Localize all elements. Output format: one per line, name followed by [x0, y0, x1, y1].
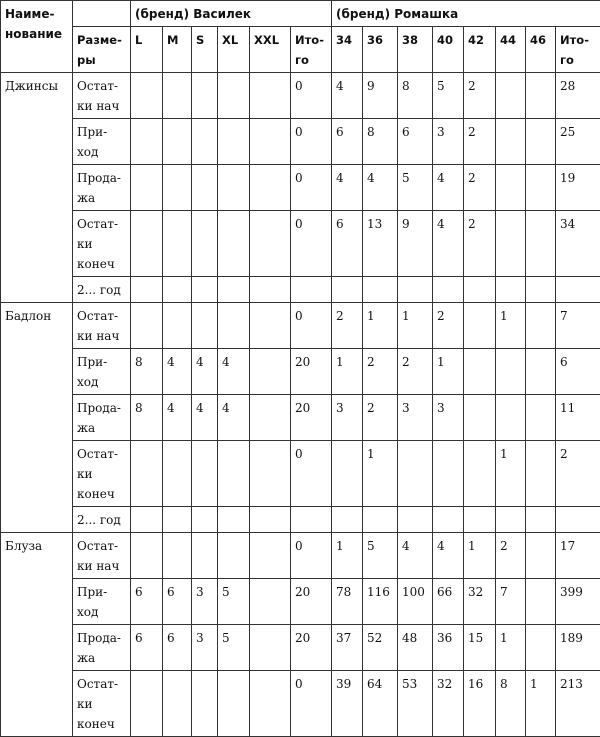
empty-cell — [526, 277, 556, 303]
total-cell: 20 — [291, 579, 332, 625]
total-cell: 0 — [291, 303, 332, 349]
header-row-brands — [1, 1, 600, 27]
quantity-cell — [192, 671, 218, 737]
quantity-cell: 39 — [332, 671, 363, 737]
quantity-cell — [250, 625, 291, 671]
table-row — [1, 533, 600, 579]
quantity-cell: 5 — [218, 579, 250, 625]
total-cell: 213 — [556, 671, 600, 737]
sizes-label: Разме- ры — [73, 27, 131, 73]
quantity-cell: 4 — [192, 349, 218, 395]
quantity-cell — [496, 165, 526, 211]
quantity-cell: 8 — [363, 119, 398, 165]
total-cell: 19 — [556, 165, 600, 211]
empty-cell — [496, 507, 526, 533]
total-cell: 2 — [556, 441, 600, 507]
quantity-cell: 2 — [464, 73, 496, 119]
quantity-cell: 6 — [332, 119, 363, 165]
quantity-cell: 1 — [526, 671, 556, 737]
product-name: Блуза — [1, 533, 73, 737]
quantity-cell: 8 — [496, 671, 526, 737]
quantity-cell: 52 — [363, 625, 398, 671]
row-label: Прода- жа — [73, 165, 131, 211]
quantity-cell — [250, 165, 291, 211]
empty-cell — [363, 277, 398, 303]
quantity-cell: 8 — [398, 73, 433, 119]
quantity-cell — [250, 579, 291, 625]
size-header: L — [131, 27, 163, 73]
quantity-cell — [464, 395, 496, 441]
quantity-cell: 3 — [398, 395, 433, 441]
quantity-cell: 36 — [433, 625, 464, 671]
table-row — [1, 211, 600, 277]
quantity-cell — [464, 349, 496, 395]
quantity-cell: 5 — [363, 533, 398, 579]
quantity-cell — [192, 211, 218, 277]
quantity-cell — [192, 533, 218, 579]
total-cell: 6 — [556, 349, 600, 395]
quantity-cell — [163, 441, 192, 507]
quantity-cell: 1 — [496, 441, 526, 507]
total-cell: 0 — [291, 441, 332, 507]
quantity-cell — [131, 119, 163, 165]
quantity-cell — [163, 211, 192, 277]
empty-cell — [192, 507, 218, 533]
empty-cell — [291, 277, 332, 303]
row-label: При- ход — [73, 119, 131, 165]
size-header: 34 — [332, 27, 363, 73]
quantity-cell: 4 — [433, 211, 464, 277]
quantity-cell: 4 — [398, 533, 433, 579]
table-row — [1, 73, 600, 119]
year-row — [1, 507, 600, 533]
quantity-cell: 2 — [398, 349, 433, 395]
quantity-cell: 32 — [433, 671, 464, 737]
size-header: 46 — [526, 27, 556, 73]
quantity-cell: 100 — [398, 579, 433, 625]
empty-cell — [163, 507, 192, 533]
quantity-cell: 3 — [433, 395, 464, 441]
empty-cell — [398, 277, 433, 303]
total-cell: 20 — [291, 625, 332, 671]
brand-2-header: (бренд) Ромашка — [332, 1, 600, 27]
quantity-cell — [250, 533, 291, 579]
quantity-cell — [218, 119, 250, 165]
quantity-cell: 2 — [464, 211, 496, 277]
empty-cell — [398, 507, 433, 533]
quantity-cell: 6 — [163, 579, 192, 625]
empty-cell — [250, 507, 291, 533]
header-blank-cell — [73, 1, 131, 27]
row-label: Остат- ки конеч — [73, 211, 131, 277]
quantity-cell: 2 — [433, 303, 464, 349]
quantity-cell: 1 — [398, 303, 433, 349]
quantity-cell — [250, 73, 291, 119]
quantity-cell — [526, 395, 556, 441]
total-cell: 0 — [291, 671, 332, 737]
quantity-cell: 8 — [131, 395, 163, 441]
total-cell: 28 — [556, 73, 600, 119]
empty-cell — [332, 507, 363, 533]
quantity-cell — [250, 303, 291, 349]
row-label: Остат- ки нач — [73, 73, 131, 119]
quantity-cell — [163, 533, 192, 579]
quantity-cell — [163, 303, 192, 349]
quantity-cell — [218, 303, 250, 349]
quantity-cell: 1 — [332, 349, 363, 395]
empty-cell — [464, 277, 496, 303]
quantity-cell: 2 — [363, 349, 398, 395]
quantity-cell — [250, 395, 291, 441]
quantity-cell: 4 — [433, 165, 464, 211]
quantity-cell: 1 — [464, 533, 496, 579]
row-label: Остат- ки конеч — [73, 671, 131, 737]
quantity-cell: 1 — [496, 303, 526, 349]
empty-cell — [332, 277, 363, 303]
quantity-cell: 5 — [433, 73, 464, 119]
table-row — [1, 441, 600, 507]
quantity-cell — [526, 579, 556, 625]
quantity-cell: 2 — [464, 165, 496, 211]
quantity-cell — [526, 119, 556, 165]
size-header: 44 — [496, 27, 526, 73]
empty-cell — [496, 277, 526, 303]
quantity-cell: 78 — [332, 579, 363, 625]
quantity-cell — [526, 533, 556, 579]
table-row — [1, 671, 600, 737]
empty-cell — [131, 507, 163, 533]
quantity-cell — [192, 441, 218, 507]
quantity-cell: 7 — [496, 579, 526, 625]
quantity-cell: 9 — [398, 211, 433, 277]
header-row-sizes — [1, 27, 600, 73]
quantity-cell — [192, 119, 218, 165]
quantity-cell — [250, 671, 291, 737]
quantity-cell: 37 — [332, 625, 363, 671]
size-header: 42 — [464, 27, 496, 73]
total-cell: 7 — [556, 303, 600, 349]
empty-cell — [218, 507, 250, 533]
total-header: Ито- го — [291, 27, 332, 73]
quantity-cell — [131, 671, 163, 737]
quantity-cell — [526, 625, 556, 671]
total-cell: 20 — [291, 395, 332, 441]
quantity-cell — [218, 73, 250, 119]
empty-cell — [163, 277, 192, 303]
product-name: Бадлон — [1, 303, 73, 533]
quantity-cell: 13 — [363, 211, 398, 277]
quantity-cell — [131, 73, 163, 119]
quantity-cell — [218, 211, 250, 277]
quantity-cell — [250, 119, 291, 165]
empty-cell — [218, 277, 250, 303]
quantity-cell: 116 — [363, 579, 398, 625]
quantity-cell — [526, 349, 556, 395]
table-row — [1, 165, 600, 211]
quantity-cell: 2 — [332, 303, 363, 349]
quantity-cell: 6 — [163, 625, 192, 671]
total-cell: 34 — [556, 211, 600, 277]
quantity-cell: 1 — [332, 533, 363, 579]
row-label: Остат- ки конеч — [73, 441, 131, 507]
quantity-cell: 4 — [163, 349, 192, 395]
quantity-cell — [218, 441, 250, 507]
quantity-cell — [526, 441, 556, 507]
quantity-cell — [163, 165, 192, 211]
row-label: При- ход — [73, 579, 131, 625]
year-row — [1, 277, 600, 303]
quantity-cell: 6 — [398, 119, 433, 165]
empty-cell — [556, 507, 600, 533]
quantity-cell: 2 — [464, 119, 496, 165]
quantity-cell: 5 — [398, 165, 433, 211]
table-row — [1, 349, 600, 395]
quantity-cell — [131, 441, 163, 507]
quantity-cell — [526, 73, 556, 119]
table-row — [1, 119, 600, 165]
row-label: Прода- жа — [73, 625, 131, 671]
total-cell: 17 — [556, 533, 600, 579]
row-label: Остат- ки нач — [73, 533, 131, 579]
quantity-cell — [433, 441, 464, 507]
total-cell: 0 — [291, 73, 332, 119]
quantity-cell: 4 — [433, 533, 464, 579]
total-cell: 0 — [291, 533, 332, 579]
quantity-cell — [131, 211, 163, 277]
total-cell: 399 — [556, 579, 600, 625]
quantity-cell — [131, 533, 163, 579]
quantity-cell: 53 — [398, 671, 433, 737]
empty-cell — [363, 507, 398, 533]
quantity-cell — [192, 73, 218, 119]
quantity-cell — [250, 349, 291, 395]
total-cell: 25 — [556, 119, 600, 165]
total-cell: 189 — [556, 625, 600, 671]
total-cell: 0 — [291, 165, 332, 211]
quantity-cell: 4 — [218, 395, 250, 441]
table-row — [1, 579, 600, 625]
quantity-cell: 3 — [332, 395, 363, 441]
quantity-cell: 4 — [363, 165, 398, 211]
quantity-cell — [332, 441, 363, 507]
quantity-cell — [398, 441, 433, 507]
quantity-cell — [496, 73, 526, 119]
quantity-cell: 32 — [464, 579, 496, 625]
quantity-cell — [131, 165, 163, 211]
quantity-cell: 8 — [131, 349, 163, 395]
quantity-cell: 4 — [163, 395, 192, 441]
total-cell: 0 — [291, 211, 332, 277]
size-header: 36 — [363, 27, 398, 73]
quantity-cell: 4 — [218, 349, 250, 395]
quantity-cell: 1 — [433, 349, 464, 395]
quantity-cell: 48 — [398, 625, 433, 671]
quantity-cell: 3 — [192, 625, 218, 671]
quantity-cell: 6 — [332, 211, 363, 277]
quantity-cell: 1 — [363, 303, 398, 349]
row-label: При- ход — [73, 349, 131, 395]
quantity-cell — [464, 441, 496, 507]
quantity-cell — [250, 441, 291, 507]
size-header: 38 — [398, 27, 433, 73]
quantity-cell — [218, 165, 250, 211]
total-header: Ито- го — [556, 27, 600, 73]
year-label: 2... год — [73, 507, 131, 533]
size-header: XXL — [250, 27, 291, 73]
row-label: Остат- ки нач — [73, 303, 131, 349]
quantity-cell — [496, 395, 526, 441]
table-row — [1, 303, 600, 349]
empty-cell — [250, 277, 291, 303]
empty-cell — [433, 277, 464, 303]
size-header: M — [163, 27, 192, 73]
empty-cell — [433, 507, 464, 533]
table-row — [1, 395, 600, 441]
quantity-cell — [496, 119, 526, 165]
total-cell: 20 — [291, 349, 332, 395]
quantity-cell — [218, 533, 250, 579]
quantity-cell: 16 — [464, 671, 496, 737]
quantity-cell: 6 — [131, 625, 163, 671]
year-label: 2... год — [73, 277, 131, 303]
empty-cell — [192, 277, 218, 303]
product-name: Джинсы — [1, 73, 73, 303]
empty-cell — [464, 507, 496, 533]
brand-1-header: (бренд) Василек — [131, 1, 332, 27]
quantity-cell — [496, 349, 526, 395]
empty-cell — [556, 277, 600, 303]
quantity-cell: 66 — [433, 579, 464, 625]
quantity-cell — [131, 303, 163, 349]
quantity-cell — [526, 303, 556, 349]
quantity-cell: 6 — [131, 579, 163, 625]
quantity-cell: 4 — [192, 395, 218, 441]
quantity-cell: 4 — [332, 73, 363, 119]
quantity-cell — [218, 671, 250, 737]
empty-cell — [526, 507, 556, 533]
quantity-cell — [526, 165, 556, 211]
name-column-header: Наиме- нование — [1, 1, 73, 73]
quantity-cell — [464, 303, 496, 349]
quantity-cell: 1 — [363, 441, 398, 507]
quantity-cell: 15 — [464, 625, 496, 671]
quantity-cell — [192, 303, 218, 349]
table-row — [1, 625, 600, 671]
quantity-cell: 3 — [192, 579, 218, 625]
quantity-cell: 5 — [218, 625, 250, 671]
size-header: 40 — [433, 27, 464, 73]
total-cell: 0 — [291, 119, 332, 165]
total-cell: 11 — [556, 395, 600, 441]
quantity-cell — [163, 119, 192, 165]
quantity-cell — [526, 211, 556, 277]
quantity-cell: 2 — [496, 533, 526, 579]
quantity-cell — [496, 211, 526, 277]
quantity-cell: 64 — [363, 671, 398, 737]
empty-cell — [131, 277, 163, 303]
quantity-cell: 9 — [363, 73, 398, 119]
quantity-cell — [163, 73, 192, 119]
empty-cell — [291, 507, 332, 533]
quantity-cell: 3 — [433, 119, 464, 165]
quantity-cell — [192, 165, 218, 211]
size-header: S — [192, 27, 218, 73]
quantity-cell — [163, 671, 192, 737]
size-header: XL — [218, 27, 250, 73]
quantity-cell: 2 — [363, 395, 398, 441]
row-label: Прода- жа — [73, 395, 131, 441]
quantity-cell: 1 — [496, 625, 526, 671]
quantity-cell — [250, 211, 291, 277]
quantity-cell: 4 — [332, 165, 363, 211]
